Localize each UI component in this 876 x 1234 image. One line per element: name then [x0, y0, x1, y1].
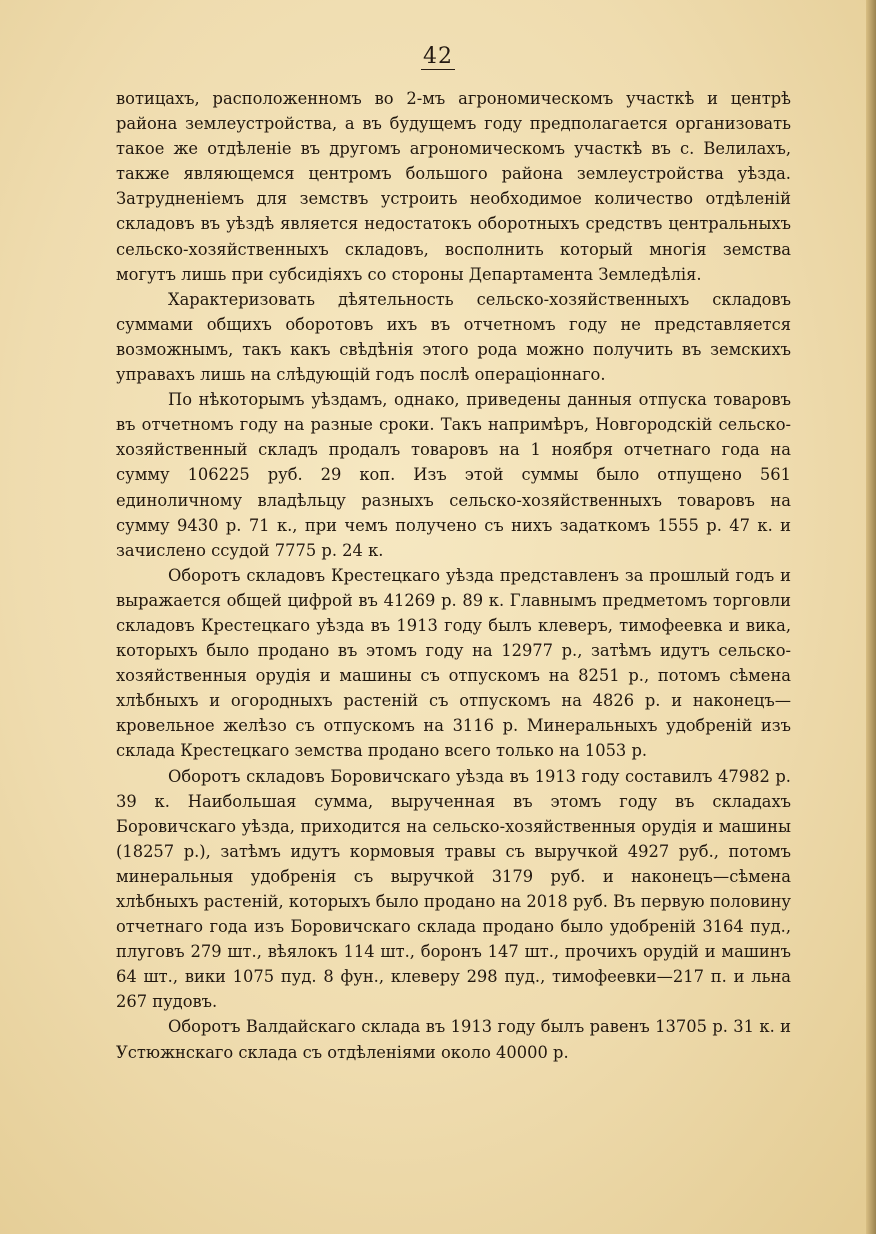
page-number: 42	[423, 44, 453, 69]
paragraph-4: Оборотъ складовъ Крестецкаго уѣзда представленъ за прошлый годъ и выражается общей цифрой въ 41269 р. 89 к. Главнымъ предметомъ торговли складовъ Крестецкаго уѣзда въ 1913 году былъ клеверъ, тимофеевка и вика, которыхъ было продано въ этомъ году на 12977 р., затѣмъ идутъ сельско-хозяйственныя орудія и машины съ отпускомъ на 8251 р., потомъ сѣмена хлѣбныхъ и огородныхъ растеній съ отпускомъ на 4826 р. и наконецъ—кровельное желѣзо съ отпускомъ на 3116 р. Минеральныхъ удобреній изъ склада Крестецкаго земства продано всего только на 1053 р.	[116, 565, 791, 761]
paragraph-2: Характеризовать дѣятельность сельско-хозяйственныхъ складовъ суммами общихъ оборотовъ ихъ въ отчетномъ году не представляется возможнымъ, такъ какъ свѣдѣнія этого рода можно получить въ земскихъ управахъ лишь на слѣдующій годъ послѣ операціоннаго.	[116, 289, 791, 385]
page-edge-shadow	[866, 0, 876, 1234]
paragraph-3: По нѣкоторымъ уѣздамъ, однако, приведены данныя отпуска товаровъ въ отчетномъ году на разные сроки. Такъ напримѣръ, Новгородскій сельско-хозяйственный складъ продалъ товаровъ на 1 ноября отчетнаго года на сумму 106225 руб. 29 коп. Изъ этой суммы было отпущено 561 единоличному владѣльцу разныхъ сельско-хозяйственныхъ товаровъ на сумму 9430 р. 71 к., при чемъ получено съ нихъ задаткомъ 1555 р. 47 к. и зачислено ссудой 7775 р. 24 к.	[116, 390, 791, 560]
paragraph-6: Оборотъ Валдайскаго склада въ 1913 году былъ равенъ 13705 р. 31 к. и Устюжнскаго склада съ отдѣленіями около 40000 р.	[116, 1017, 791, 1062]
paragraph-5: Оборотъ складовъ Боровичскаго уѣзда въ 1913 году составилъ 47982 р. 39 к. Наибольшая сумма, вырученная въ этомъ году въ складахъ Боровичскаго уѣзда, приходится на сельско-хозяйственныя орудія и машины (18257 р.), затѣмъ идутъ кормовыя травы съ выручкой 4927 руб., потомъ минеральныя удобренія съ выручкой 3179 руб. и наконецъ—сѣмена хлѣбныхъ растеній, которыхъ было продано на 2018 руб. Въ первую половину отчетнаго года изъ Боровичскаго склада продано было удобреній 3164 пуд., плуговъ 279 шт., вѣялокъ 114 шт., боронъ 147 шт., прочихъ орудій и машинъ 64 шт., вики 1075 пуд. 8 фун., клеверу 298 пуд., тимофеевки—217 п. и льна 267 пудовъ.	[116, 766, 791, 1012]
body-text	[116, 86, 791, 1065]
paragraph-1: вотицахъ, расположенномъ во 2-мъ агрономическомъ участкѣ и центрѣ района землеустройства, а въ будущемъ году предполагается организовать такое же отдѣленіе въ другомъ агрономическомъ участкѣ въ с. Велилахъ, также являющемся центромъ большого района землеустройства уѣзда. Затрудненіемъ для земствъ устроить необходимое количество отдѣленій складовъ въ уѣздѣ является недостатокъ оборотныхъ средствъ центральныхъ сельско-хозяйственныхъ складовъ, восполнить который многія земства могутъ лишь при субсидіяхъ со стороны Департамента Земледѣлія.	[116, 89, 791, 284]
